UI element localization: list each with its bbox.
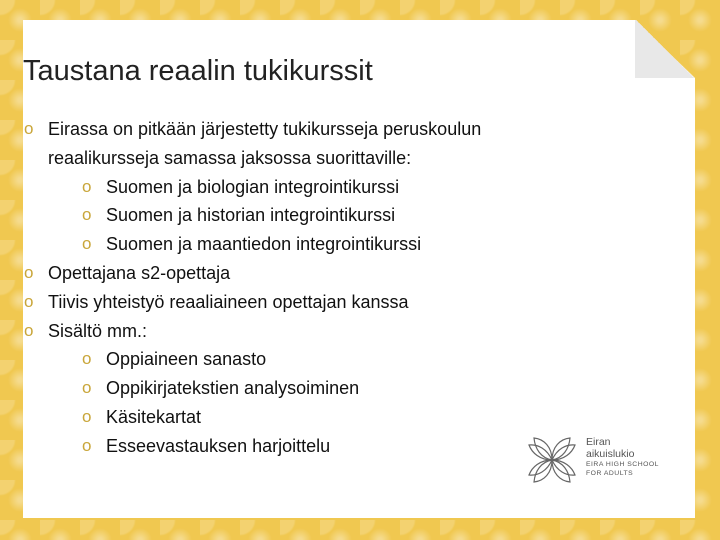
- bullet-item: [24, 288, 584, 317]
- flower-logo-icon: [526, 433, 578, 487]
- bullet-icon: o: [82, 435, 92, 455]
- sub-bullet-item: [24, 403, 584, 432]
- bullet-list: [24, 115, 584, 461]
- logo-line-4: FOR ADULTS: [586, 470, 634, 477]
- bullet-text: Eirassa on pitkään järjestetty tukikursseja peruskoulun: [48, 119, 482, 139]
- logo-line-2: aikuislukio: [586, 448, 635, 460]
- sub-bullet-item: [24, 173, 584, 202]
- bullet-icon: o: [82, 176, 92, 196]
- slide-title: Taustana reaalin tukikurssit: [23, 55, 373, 87]
- bullet-icon: o: [24, 320, 34, 340]
- sub-bullet-text: Oppikirjatekstien analysoiminen: [106, 378, 360, 399]
- bullet-item: [24, 115, 584, 173]
- sub-bullet-item: [24, 230, 584, 259]
- bullet-icon: o: [82, 234, 92, 254]
- bullet-icon: o: [82, 406, 92, 426]
- logo-line-3: EIRA HIGH SCHOOL: [586, 461, 659, 468]
- sub-bullet-item: [24, 201, 584, 230]
- bullet-icon: o: [82, 205, 92, 225]
- bullet-text: Tiivis yhteistyö reaaliaineen opettajan kanssa: [48, 291, 409, 312]
- page-fold-corner: [635, 20, 695, 78]
- sub-bullet-text: Suomen ja maantiedon integrointikurssi: [106, 234, 422, 255]
- bullet-icon: o: [24, 291, 34, 311]
- bullet-text: Opettajana s2-opettaja: [48, 262, 231, 283]
- sub-bullet-text: Käsitekartat: [106, 406, 202, 427]
- bullet-icon: o: [82, 378, 92, 398]
- sub-bullet-item: [24, 432, 584, 461]
- sub-bullet-text: Esseevastauksen harjoittelu: [106, 435, 331, 456]
- sub-bullet-item: [24, 345, 584, 374]
- school-logo: [526, 433, 696, 493]
- sub-bullet-text: Oppiaineen sanasto: [106, 349, 267, 370]
- bullet-icon: o: [82, 349, 92, 369]
- sub-bullet-text: Suomen ja biologian integrointikurssi: [106, 176, 400, 197]
- sub-bullet-item: [24, 374, 584, 403]
- bullet-item: [24, 259, 584, 288]
- bullet-text-continued: reaalikursseja samassa jaksossa suorittaville:: [48, 147, 412, 168]
- bullet-text: Sisältö mm.:: [48, 320, 148, 341]
- logo-line-1: Eiran: [586, 436, 611, 448]
- sub-bullet-text: Suomen ja historian integrointikurssi: [106, 205, 396, 226]
- bullet-icon: o: [24, 119, 34, 138]
- bullet-item: [24, 317, 584, 346]
- bullet-icon: o: [24, 262, 34, 282]
- logo-text: [586, 436, 659, 478]
